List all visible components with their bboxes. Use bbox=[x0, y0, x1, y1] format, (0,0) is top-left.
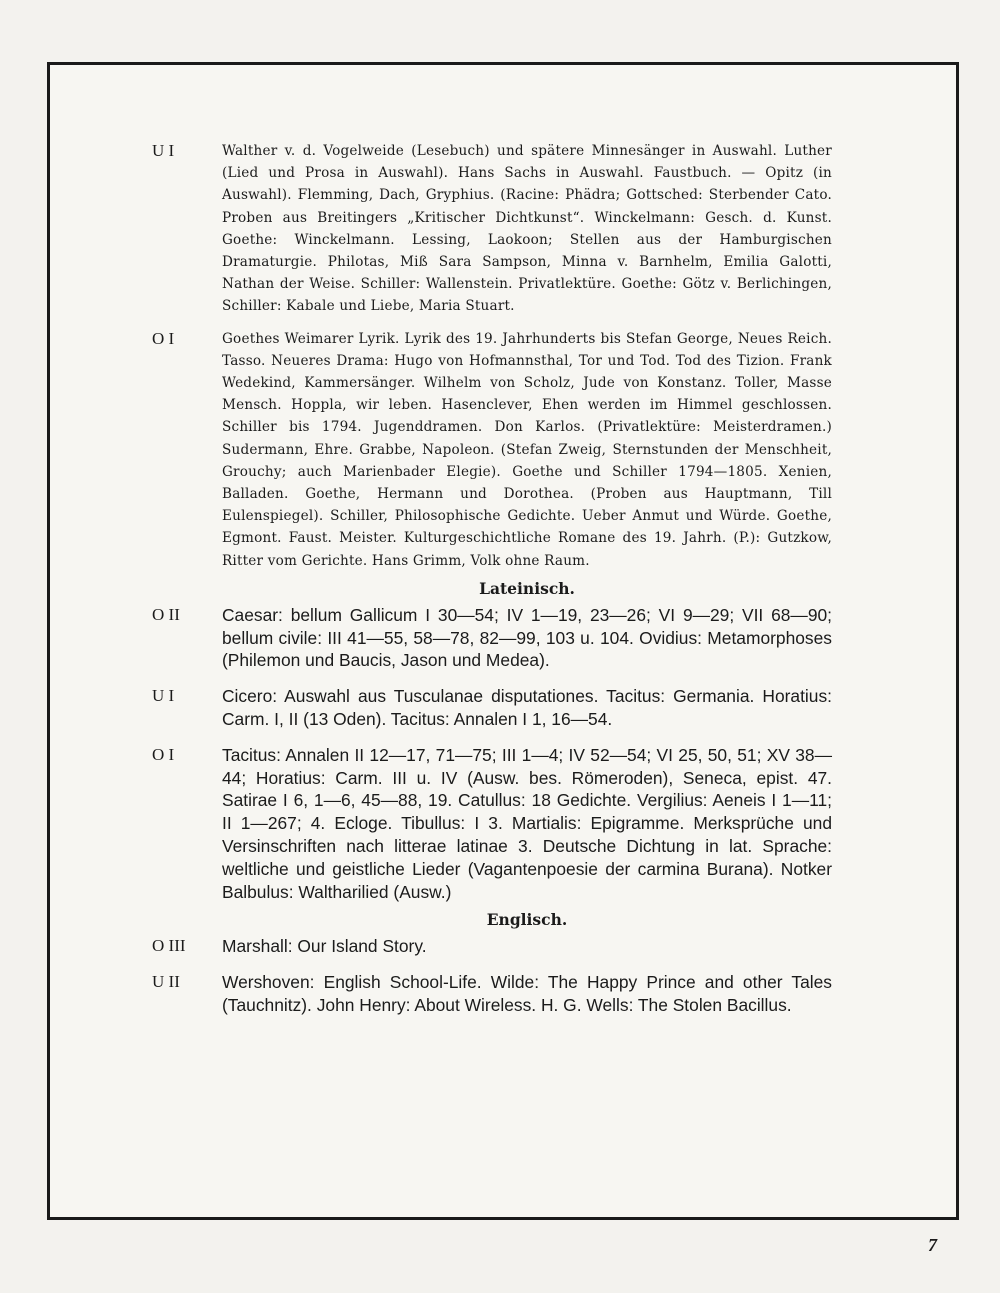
reading-list-text: Tacitus: Annalen II 12—17, 71—75; III 1—4; IV 52—54; VI 25, 50, 51; XV 38—44; Horatius: Carm. III u. IV (Ausw. bes. Römeroden), Seneca, epist. 47. Satirae I 6, 1—6, 45—88, 19. Catullus: 18 Gedichte. Vergilius: Aeneis I 1—11; II 1—267; 4. Ecloge. Tibullus: I 3. Martialis: Epigramme. Merksprüche und Versinschriften nach litterae latinae 3. Deutsche Dichtung in lat. Sprache: weltliche und geistliche Lieder (Vagantenpoesie der carmina Burana). Notker Balbulus: Waltharilied (Ausw.) bbox=[222, 744, 832, 902]
class-label: O II bbox=[152, 604, 180, 624]
reading-list-text: Goethes Weimarer Lyrik. Lyrik des 19. Jahrhunderts bis Stefan George, Neues Reich. Tasso. Neueres Drama: Hugo von Hofmannsthal, Tor und Tod. Tod des Tizion. Frank Wedekind, Kammersänger. Wilhelm von Scholz, Jude von Konstanz. Toller, Masse Mensch. Hoppla, wir leben. Hasenclever, Ehen werden im Himmel geschlossen. Schiller bis 1794. Jugenddramen. Don Karlos. (Privatlektüre: Meisterdramen.) Sudermann, Ehre. Grabbe, Napoleon. (Stefan Zweig, Sternstunden der Menschheit, Grouchy; auch Marienbader Elegie). Goethe und Schiller 1794—1805. Xenien, Balladen. Goethe, Hermann und Dorothea. (Proben aus Hauptmann, Till Eulenspiegel). Schiller, Philosophische Gedichte. Ueber Anmut und Würde. Goethe, Egmont. Faust. Meister. Kulturgeschichtliche Romane des 19. Jahrh. (P.): Gutzkow, Ritter vom Gerichte. Hans Grimm, Volk ohne Raum. bbox=[222, 330, 832, 569]
german-entry-ui bbox=[152, 140, 832, 318]
latin-entry-ui bbox=[152, 685, 832, 731]
class-label: U I bbox=[152, 141, 175, 160]
reading-list-text: Cicero: Auswahl aus Tusculanae disputationes. Tacitus: Germania. Horatius: Carm. I, II (13 Oden). Tacitus: Annalen I 1, 16—54. bbox=[222, 686, 832, 730]
latin-entry-oi bbox=[152, 744, 832, 904]
page-number: 7 bbox=[928, 1235, 937, 1255]
german-entry-oi bbox=[152, 328, 832, 572]
reading-list-text: Wershoven: English School-Life. Wilde: The Happy Prince and other Tales (Tauchnitz). John Henry: About Wireless. H. G. Wells: The Stolen Bacillus. bbox=[222, 972, 832, 1016]
class-label: U I bbox=[152, 686, 175, 706]
latin-section-heading: Lateinisch. bbox=[479, 578, 575, 598]
reading-list-text: Caesar: bellum Gallicum I 30—54; IV 1—19, 23—26; VI 9—29; VII 68—90; bellum civile: III 41—55, 58—78, 82—99, 103 u. 104. Ovidius: Metamorphoses (Philemon und Baucis, Jason und Medea). bbox=[222, 604, 832, 671]
english-section-heading: Englisch. bbox=[486, 910, 568, 930]
class-label: O I bbox=[152, 328, 175, 348]
reading-list-text: Marshall: Our Island Story. bbox=[222, 936, 427, 957]
class-label: U II bbox=[152, 972, 180, 992]
syllabus-content bbox=[152, 140, 832, 1017]
latin-entry-oii bbox=[152, 604, 832, 672]
english-entry-oiii bbox=[152, 935, 832, 958]
class-label: O I bbox=[152, 744, 175, 764]
class-label: O III bbox=[152, 936, 186, 956]
reading-list-text: Walther v. d. Vogelweide (Lesebuch) und spätere Minnesänger in Auswahl. Luther (Lied und Prosa in Auswahl). Hans Sachs in Auswahl. Faustbuch. — Opitz (in Auswahl). Flemming, Dach, Gryphius. (Racine: Phädra; Gottsched: Sterbender Cato. Proben aus Breitingers „Kritischer Dichtkunst“. Winckelmann: Gesch. d. Kunst. Goethe: Winckelmann. Lessing, Laokoon; Stellen aus der Hamburgischen Dramaturgie. Philotas, Miß Sara Sampson, Minna v. Barnhelm, Emilia Galotti, Nathan der Weise. Schiller: Wallenstein. Privatlektüre. Goethe: Götz v. Berlichingen, Schiller: Kabale und Liebe, Maria Stuart. bbox=[222, 143, 832, 315]
english-entry-uii bbox=[152, 971, 832, 1017]
